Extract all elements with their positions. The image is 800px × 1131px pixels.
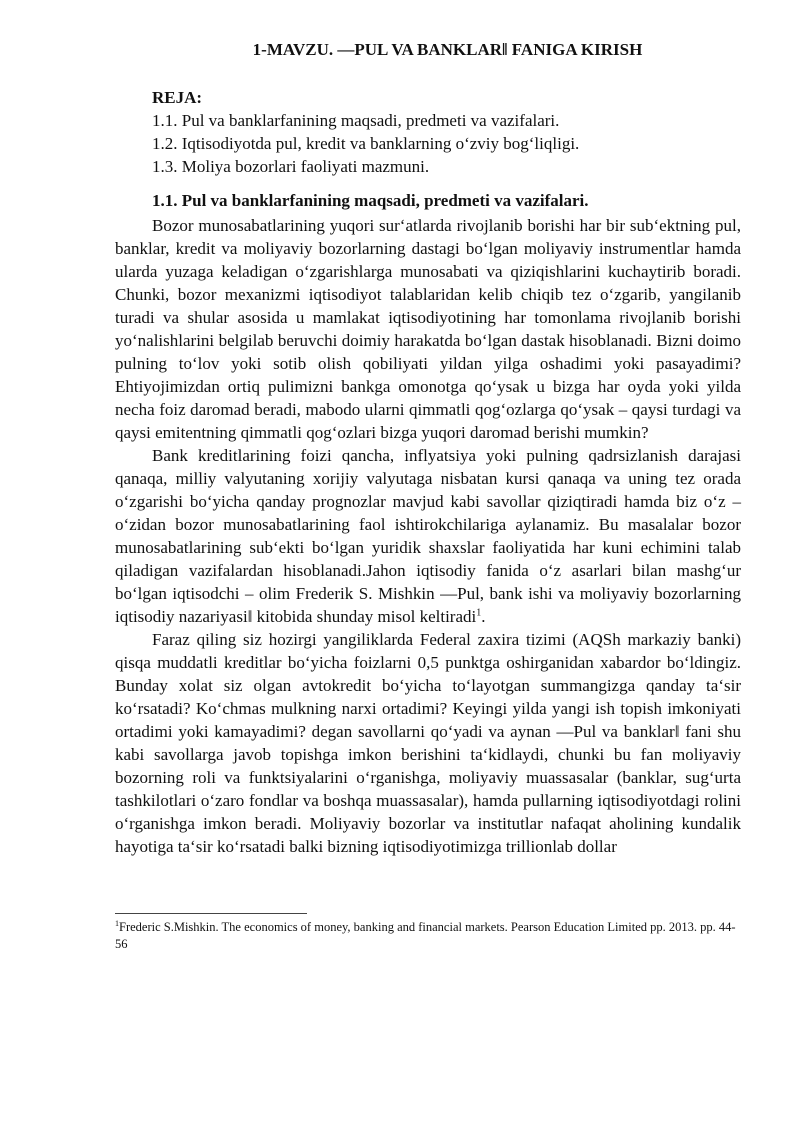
plan-item: 1.2. Iqtisodiyotda pul, kredit va banklarning o‘zviy bog‘liqligi. (152, 134, 580, 153)
paragraph-end: . (481, 607, 486, 626)
footnote-marker: 1 (115, 918, 119, 928)
footnote-text: Frederic S.Mishkin. The economics of money, banking and financial markets. Pearson Education Limited pp. 2013. pp. 44-56 (115, 920, 736, 951)
paragraph: Bozor munosabatlarining yuqori sur‘atlarda rivojlanib borishi har bir sub‘ektning pul, banklar, kredit va moliyaviy bozorlarning dastagi bo‘lgan moliyaviy instrumentlar hamda ularda yuzaga keladigan o‘zgarishlarga munosabati va qiziqishlarini kuchaytirib boradi. Chunki, bozor mexanizmi iqtisodiyot talablaridan kelib chiqib tez o‘zgarib, yangilanib turadi va shular asosida u mamlakat iqtisodiyotining har tomonlama rivojlanib borishi yo‘nalishlarini belgilab beruvchi doimiy harakatda bo‘lgan dastak hisoblanadi. Bizni doimo pulning to‘lov yoki sotib olish qobiliyati yildan yilga oshadimi yoki pasayadimi? Ehtiyojimizdan ortiq pulimizni bankga omonotga qo‘ysak u bizga har oyda yoki yilda necha foiz daromad beradi, mabodo ularni qimmatli qog‘ozlarga qo‘ysak – qaysi turdagi va qaysi emitentning qimmatli qog‘ozlari bizga yuqori daromad berishi mumkin? (115, 216, 741, 442)
section-body (115, 214, 741, 858)
plan-block (152, 86, 752, 178)
footnote-reference[interactable]: 1 (476, 607, 482, 619)
page-title: 1-MAVZU. ―PUL VA BANKLAR‖ FANIGA KIRISH (252, 40, 643, 59)
footnote (115, 919, 745, 953)
plan-item: 1.1. Pul va banklarfanining maqsadi, predmeti va vazifalari. (152, 111, 560, 130)
paragraph: Faraz qiling siz hozirgi yangiliklarda Federal zaxira tizimi (AQSh markaziy banki) qisqa muddatli kreditlar bo‘yicha foizlarni 0,5 punktga oshirganidan xabardor bo‘ldingiz. Bunday xolat siz olgan avtokredit bo‘yicha to‘layotgan summangizga qanday ta‘sir ko‘rsatadi? Ko‘chmas mulkning narxi ortadimi? Keyingi yilda yangi ish topish imkoniyati ortadimi yoki kamayadimi? degan savollarni qo‘yadi va aynan ―Pul va banklar‖ fani shu kabi savollarga javob topishga imkon berishini ta‘kidlaydi, chunki bu fan moliyaviy bozorning roli va funktsiyalarini o‘rganishga, moliyaviy muassasalar (banklar, sug‘urta tashkilotlari o‘zaro fondlar va boshqa muassasalar), hamda pullarning iqtisodiyotdagi rolini o‘rganishga imkon beradi. Moliyaviy bozorlar va institutlar nafaqat aholining kundalik hayotiga ta‘sir ko‘rsatadi balki bizning iqtisodiyotimizga trillionlab dollar (115, 630, 741, 856)
footnote-separator (115, 913, 307, 914)
plan-heading: REJA: (152, 88, 203, 107)
paragraph-text: Bank kreditlarining foizi qancha, inflyatsiya yoki pulning qadrsizlanish darajasi qanaqa, milliy valyutaning xorijiy valyutaga nisbatan kursi qanaqa va uning tez orada o‘zgarishi bo‘yicha qanday prognozlar mavjud kabi savollar qiziqtiradi hamda biz o‘z – o‘zidan bozor munosabatlarining faol ishtirokchilariga aylanamiz. Bu masalalar bozor munosabatlarining sub‘ekti bo‘lgan yuridik shaxslar faoliyatida har kuni echimini talab qiladigan vazifalardan hisoblanadi.Jahon iqtisodiy fanida o‘z asarlari bilan mashg‘ur bo‘lgan iqtisodchi – olim Frederik S. Mishkin ―Pul, bank ishi va moliyaviy bozorlarning iqtisodiy nazariyasi‖ kitobida shunday misol keltiradi (115, 446, 741, 626)
plan-item: 1.3. Moliya bozorlari faoliyati mazmuni. (152, 157, 430, 176)
paragraph (115, 444, 741, 628)
section-heading: 1.1. Pul va banklarfanining maqsadi, predmeti va vazifalari. (152, 191, 589, 210)
